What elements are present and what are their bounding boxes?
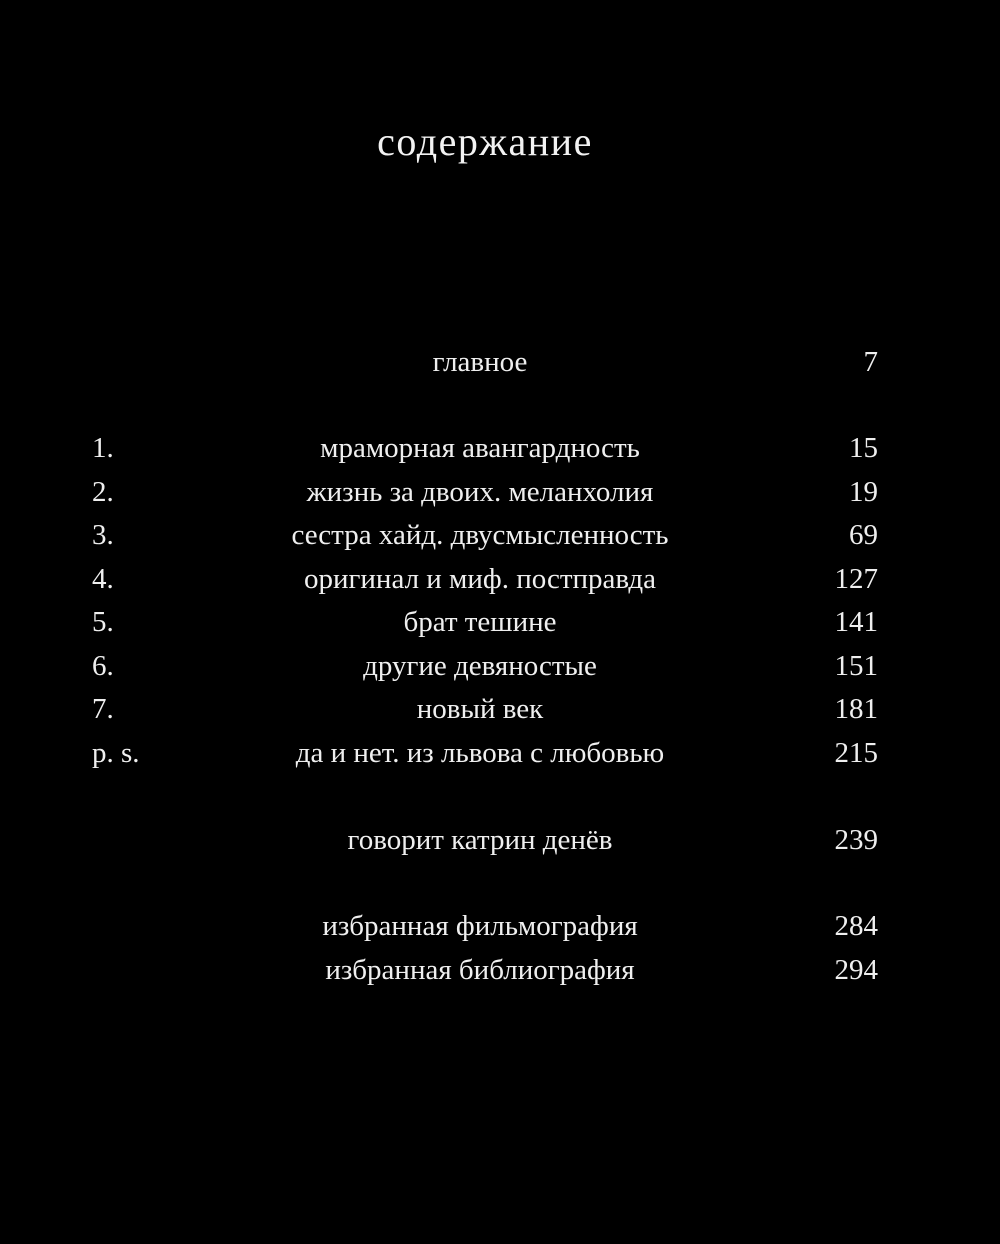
toc-entry-chapter	[0, 513, 1000, 557]
toc-entry-interview	[0, 818, 1000, 862]
toc-entry-page: 19	[849, 476, 878, 508]
toc-entry-page: 127	[834, 563, 878, 595]
toc-entry-label: избранная библиография	[325, 954, 635, 986]
toc-entry-label: жизнь за двоих. меланхолия	[306, 476, 654, 508]
toc-entry-chapter	[0, 644, 1000, 688]
toc-entry-page: 215	[834, 737, 878, 769]
toc-entry-chapter	[0, 470, 1000, 514]
toc-entry-appendix	[0, 948, 1000, 992]
toc-entry-label: мраморная авангардность	[320, 432, 640, 464]
page-title: содержание	[377, 119, 593, 164]
toc-entry-number: 4.	[92, 563, 114, 595]
toc-entry-label: новый век	[416, 693, 544, 725]
toc-entry-intro	[0, 340, 1000, 384]
toc-entry-label: оригинал и миф. постправда	[303, 563, 656, 595]
toc-entry-label: главное	[432, 346, 528, 378]
toc-entry-page: 7	[863, 346, 878, 378]
toc-entry-number: 1.	[92, 432, 114, 464]
toc-entry-label: да и нет. из львова с любовью	[295, 737, 665, 769]
toc-entry-number: 7.	[92, 693, 114, 725]
toc-entry-label: сестра хайд. двусмысленность	[291, 519, 669, 551]
toc-entry-label: другие девяностые	[363, 650, 597, 682]
toc-entry-page: 294	[834, 954, 878, 986]
toc-entry-page: 239	[834, 824, 878, 856]
toc-entry-chapter	[0, 731, 1000, 775]
toc-entry-chapter	[0, 687, 1000, 731]
toc-entry-number: 2.	[92, 476, 114, 508]
toc-entry-number: 5.	[92, 606, 114, 638]
toc-entry-label: говорит катрин денёв	[347, 824, 613, 856]
toc-entry-number: p. s.	[92, 737, 140, 769]
toc-entry-chapter	[0, 557, 1000, 601]
toc-entry-page: 181	[834, 693, 878, 725]
toc-entry-label: избранная фильмография	[322, 910, 638, 942]
toc-entry-page: 284	[834, 910, 878, 942]
toc-entry-number: 6.	[92, 650, 114, 682]
toc-entry-chapter	[0, 600, 1000, 644]
toc-entry-page: 151	[834, 650, 878, 682]
toc-entry-number: 3.	[92, 519, 114, 551]
toc-entry-appendix	[0, 904, 1000, 948]
toc-entry-page: 141	[834, 606, 878, 638]
toc-entry-label: брат тешине	[403, 606, 557, 638]
toc-entry-chapter	[0, 426, 1000, 470]
toc-entry-page: 69	[849, 519, 878, 551]
toc-entry-page: 15	[849, 432, 878, 464]
